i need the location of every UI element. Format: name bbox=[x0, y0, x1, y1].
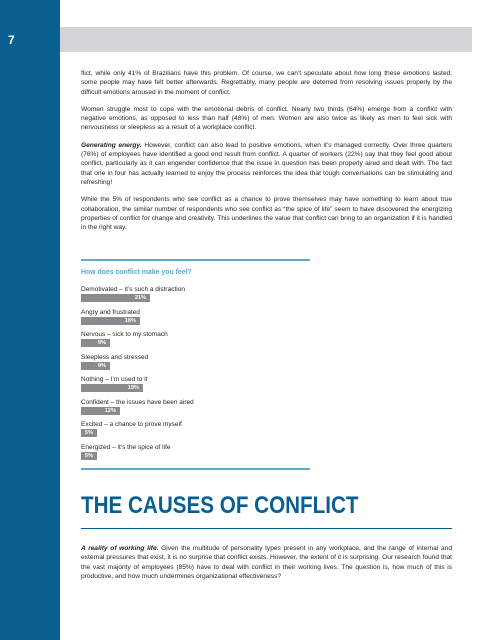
bar bbox=[81, 294, 150, 302]
bar-value-label: 19% bbox=[127, 385, 139, 391]
chart-bottom-rule bbox=[81, 468, 310, 470]
bar-value-label: 18% bbox=[124, 317, 136, 324]
bar-row bbox=[81, 354, 148, 370]
paragraph-3-lead: Generating energy. bbox=[81, 141, 142, 149]
bar bbox=[81, 384, 143, 392]
section-paragraph bbox=[81, 544, 452, 581]
bar-category-label: Confident – the issues have been aired bbox=[81, 398, 194, 406]
bar-category-label: Energized – it’s the spice of life bbox=[81, 443, 171, 451]
bar-value-label: 5% bbox=[84, 430, 93, 436]
bar-value-label: 12% bbox=[104, 407, 116, 414]
paragraph-3-text: However, conflict can also lead to positive emotions, when it’s managed correctly. Over three quarters (76%) of employees have identified a good end result from conflict. A quarter of workers (22%) say that they feel good about conflict, particularly as it can engender confidence that the issue in question has been properly aired and dealt with. The fact that one in four has actually learned to enjoy the process reinforces the idea that tough conversations can be stimulating and refreshing! bbox=[81, 141, 452, 186]
chart-title: How does conflict make you feel? bbox=[81, 269, 192, 276]
section-heading: THE CAUSES OF CONFLICT bbox=[81, 492, 359, 519]
bar-row bbox=[81, 309, 140, 325]
paragraph-3 bbox=[81, 141, 452, 187]
bar-value-label: 9% bbox=[97, 340, 106, 346]
bar-row bbox=[81, 399, 194, 415]
bar-value-label: 21% bbox=[134, 295, 146, 301]
bar-category-label: Nervous – sick to my stomach bbox=[81, 331, 168, 338]
bar bbox=[81, 362, 110, 370]
bar-category-label: Angry and frustrated bbox=[81, 308, 140, 316]
page-number: 7 bbox=[8, 33, 15, 47]
bar-category-label: Demotivated – it’s such a distraction bbox=[81, 286, 185, 293]
bar bbox=[81, 452, 97, 460]
bar-row bbox=[81, 286, 185, 302]
section-rule bbox=[81, 528, 452, 529]
bar-row bbox=[81, 444, 171, 460]
bar-category-label: Sleepless and stressed bbox=[81, 353, 149, 361]
bar-row bbox=[81, 421, 182, 437]
body-text bbox=[81, 69, 452, 240]
bar-value-label: 5% bbox=[84, 452, 93, 459]
bar bbox=[81, 429, 97, 437]
section-text: Given the multitude of personality types present in any workplace, and the range of internal and external pressures that exist, it is no surprise that conflict exists. However, the extent of it is surprising. Our research found that the vast majority of employees (85%) have to deal with conflict in their working lives. The question is, how much of this is productive, and how much undermines organizational effectiveness? bbox=[81, 545, 452, 580]
paragraph-1: flict, while only 41% of Brazilians have this problem. Of course, we can’t speculate about how long these emotions lasted; some people may have felt better afterwards. Regrettably, many people are deterred from resolving issues properly by the difficult emotions aroused in the moment of conflict. bbox=[81, 70, 452, 96]
bar bbox=[81, 407, 120, 415]
bar-category-label: Excited – a chance to prove myself bbox=[81, 421, 182, 428]
section-body bbox=[81, 544, 452, 581]
bar-value-label: 9% bbox=[97, 362, 106, 369]
chart-top-rule bbox=[81, 259, 310, 261]
bar bbox=[81, 339, 110, 347]
paragraph-2: Women struggle most to cope with the emotional debris of conflict. Nearly two thirds (64%) emerge from a conflict with negative emotions, as opposed to less than half (48%) of men. Women are also twice as likely as men to feel sick with nervousness or sleepless as a result of a workplace conflict. bbox=[81, 105, 452, 132]
bar-row bbox=[81, 376, 147, 392]
side-color-bar bbox=[0, 0, 60, 640]
section-lead: A reality of working life. bbox=[81, 545, 159, 552]
header-band bbox=[60, 27, 472, 52]
bar-category-label: Nothing – I’m used to it bbox=[81, 376, 148, 383]
paragraph-4: While the 5% of respondents who see conflict as a chance to prove themselves may have something to learn about true collaboration, the similar number of respondents who see conflict as “the spice of life” seem to have discovered the energizing properties of conflict for change and creativity. This underlines the value that conflict can bring to an organization if it is handled in the right way. bbox=[81, 196, 452, 232]
bar-row bbox=[81, 331, 168, 347]
bar bbox=[81, 317, 140, 325]
